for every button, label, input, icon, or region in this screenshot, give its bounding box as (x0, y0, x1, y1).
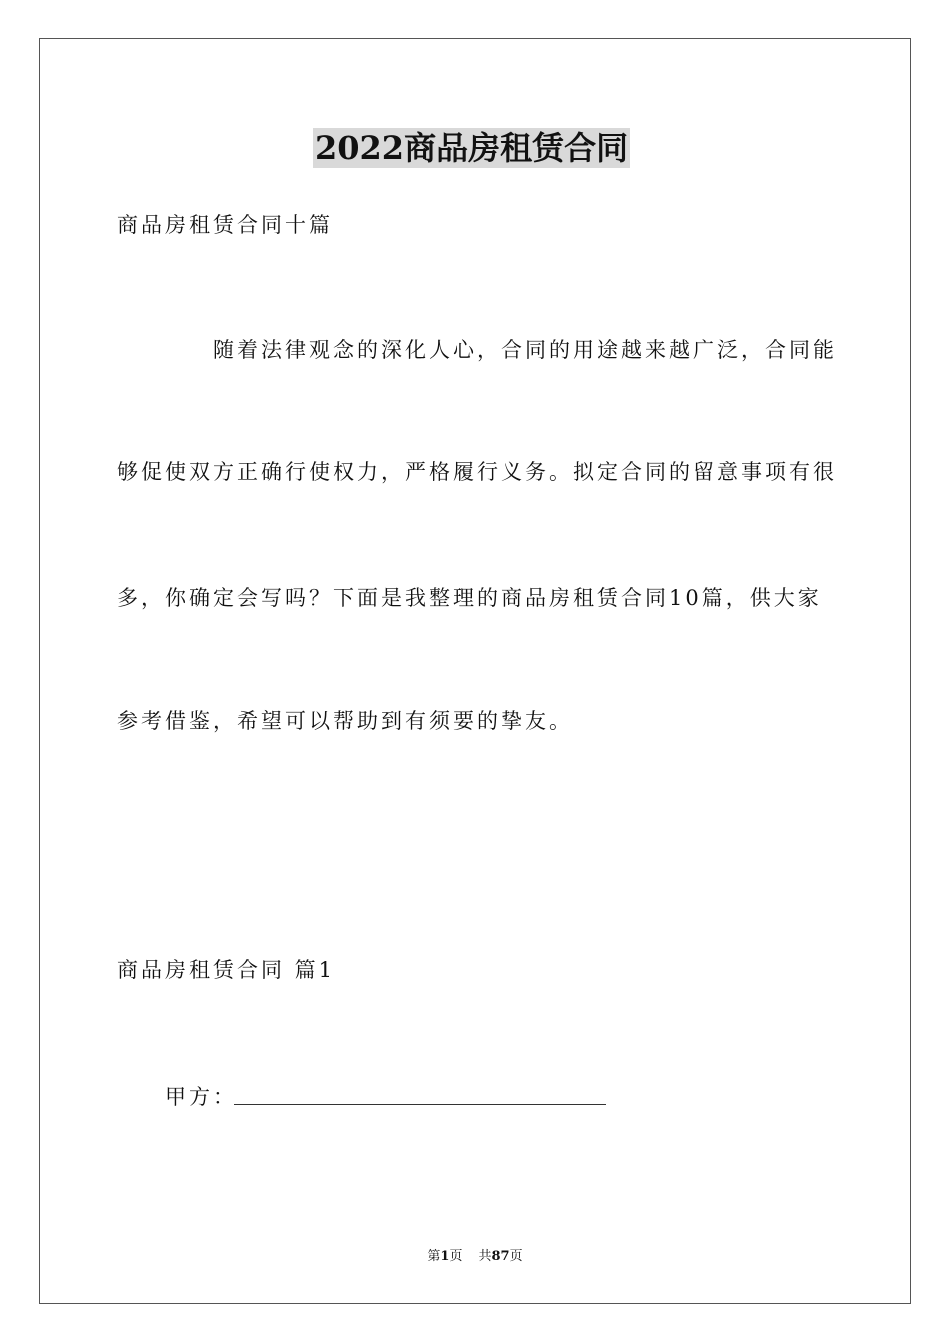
intro-line-3: 多，你确定会写吗？下面是我整理的商品房租赁合同10篇，供大家 (117, 586, 822, 610)
page-footer (0, 1248, 950, 1266)
section-heading: 商品房租赁合同 篇1 (117, 958, 336, 982)
footer-page-prefix: 第 (427, 1249, 441, 1264)
intro-line-4: 参考借鉴，希望可以帮助到有须要的挚友。 (117, 709, 573, 733)
document-title: 2022商品房租赁合同 (315, 129, 629, 167)
footer-total-prefix: 共 (478, 1249, 492, 1264)
party-a-blank-line (234, 1104, 606, 1105)
intro-line-1: 随着法律观念的深化人心，合同的用途越来越广泛，合同能 (213, 338, 837, 362)
intro-line-2: 够促使双方正确行使权力，严格履行义务。拟定合同的留意事项有很 (117, 460, 837, 484)
footer-page-number: 1 (440, 1249, 450, 1264)
footer-page-suffix: 页 (449, 1249, 463, 1264)
document-subtitle: 商品房租赁合同十篇 (117, 213, 333, 237)
footer-total-suffix: 页 (509, 1249, 523, 1264)
party-a-label: 甲方： (165, 1085, 237, 1109)
footer-total-pages: 87 (491, 1249, 510, 1264)
